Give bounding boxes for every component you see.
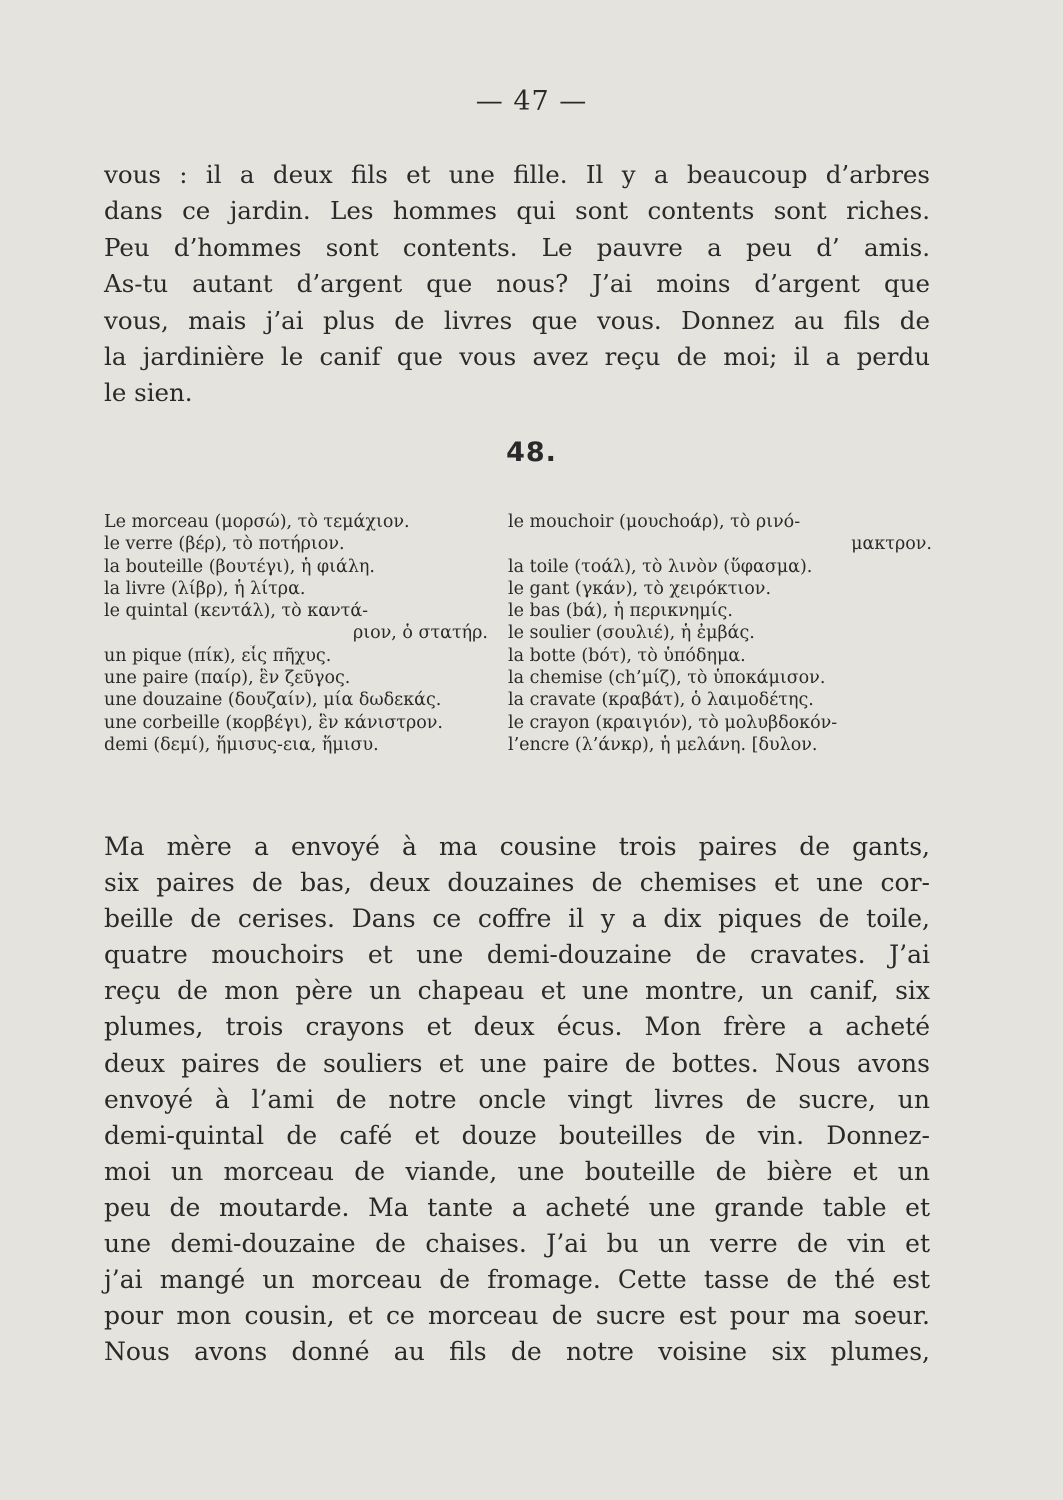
text-line: moi un morceau de viande, une bouteille de bière et un <box>104 1156 930 1186</box>
text-line: la jardinière le canif que vous avez reçu de moi; il a perdu <box>104 342 930 372</box>
text-line: reçu de mon père un chapeau et une montre, un canif, six <box>104 976 930 1006</box>
vocab-entry: l’encre (λ’άνκρ), ἡ μελάνη. [δυλον. <box>508 734 818 755</box>
vocab-entry: le crayon (κραιγιόν), τὸ μολυβδοκόν- <box>508 712 838 733</box>
vocab-entry: la botte (bότ), τὸ ὑπόδημα. <box>508 645 746 666</box>
vocab-entry: la toile (τοάλ), τὸ λινὸν (ὕφασμα). <box>508 556 813 577</box>
exercise-paragraph <box>104 829 930 1370</box>
vocab-entry: la bouteille (βουτέγι), ἡ φιάλη. <box>104 556 375 577</box>
vocabulary-right-column <box>508 511 940 756</box>
text-line: le sien. <box>104 378 193 408</box>
vocab-entry: le bas (bά), ἡ περικνημίς. <box>508 601 733 622</box>
text-line: pour mon cousin, et ce morceau de sucre est pour ma soeur. <box>104 1301 930 1331</box>
vocab-entry-continuation: ριον, ὁ στατήρ. <box>352 623 488 644</box>
vocab-entry: le mouchoir (μουchοάρ), τὸ ρινό- <box>508 512 801 532</box>
text-line: deux paires de souliers et une paire de bottes. Nous avons <box>104 1048 930 1078</box>
paragraph-continuation <box>104 157 930 412</box>
text-line: peu de moutarde. Ma tante a acheté une grande table et <box>104 1192 930 1222</box>
vocab-entry: le gant (γκάν), τὸ χειρόκτιον. <box>508 578 772 599</box>
text-line: plumes, trois crayons et deux écus. Mon frère a acheté <box>104 1012 930 1042</box>
vocab-entry: une douzaine (δουζαίν), μία δωδεκάς. <box>104 690 442 711</box>
vocab-entry-continuation: μακτρον. <box>851 534 932 555</box>
vocab-entry: la cravate (κραβάτ), ὁ λαιμοδέτης. <box>508 690 814 711</box>
vocab-entry: la livre (λίβρ), ἡ λίτρα. <box>104 578 306 599</box>
text-line: demi-quintal de café et douze bouteilles de vin. Donnez- <box>104 1120 930 1150</box>
text-line: vous : il a deux fils et une fille. Il y a beaucoup d’arbres <box>104 160 930 189</box>
text-line: Peu d’hommes sont contents. Le pauvre a peu d’ amis. <box>104 232 930 262</box>
text-line: Nous avons donné au fils de notre voisine six plumes, <box>104 1337 930 1367</box>
vocab-entry: le quintal (κεντάλ), τὸ καντά- <box>104 601 369 622</box>
vocab-entry: une corbeille (κορβέγι), ἓν κάνιστρον. <box>104 712 443 733</box>
text-line: As-tu autant d’argent que nous? J’ai moins d’argent que <box>104 269 930 299</box>
text-line: beille de cerises. Dans ce coffre il y a dix piques de toile, <box>104 904 930 934</box>
text-line: envoyé à l’ami de notre oncle vingt livres de sucre, un <box>104 1084 930 1114</box>
vocab-entry: le soulier (σουλιέ), ἡ ἐμβάς. <box>508 623 755 644</box>
text-line: j’ai mangé un morceau de fromage. Cette tasse de thé est <box>104 1265 930 1295</box>
vocab-entry: Le morceau (μορσώ), τὸ τεμάχιον. <box>104 512 410 532</box>
vocab-entry: le verre (βέρ), τὸ ποτήριον. <box>104 534 345 555</box>
vocab-entry: demi (δεμί), ἥμισυς-εια, ἥμισυ. <box>104 734 379 755</box>
page-number: — 47 — <box>475 86 588 117</box>
vocab-entry: la chemise (ch’μίζ), τὸ ὑποκάμισον. <box>508 668 826 689</box>
text-line: six paires de bas, deux douzaines de chemises et une cor- <box>104 868 930 898</box>
text-line: une demi-douzaine de chaises. J’ai bu un verre de vin et <box>104 1229 930 1259</box>
vocab-entry: une paire (παίρ), ἓν ζεῦγος. <box>104 668 351 689</box>
section-number: 48. <box>506 437 557 468</box>
vocabulary-left-column <box>104 511 496 756</box>
text-line: vous, mais j’ai plus de livres que vous. Donnez au fils de <box>104 305 930 335</box>
vocab-entry: un pique (πίκ), εἷς πῆχυς. <box>104 645 332 666</box>
text-line: Ma mère a envoyé à ma cousine trois paires de gants, <box>104 832 930 861</box>
text-line: dans ce jardin. Les hommes qui sont contents sont riches. <box>104 196 930 226</box>
text-line: quatre mouchoirs et une demi-douzaine de cravates. J’ai <box>104 940 930 970</box>
